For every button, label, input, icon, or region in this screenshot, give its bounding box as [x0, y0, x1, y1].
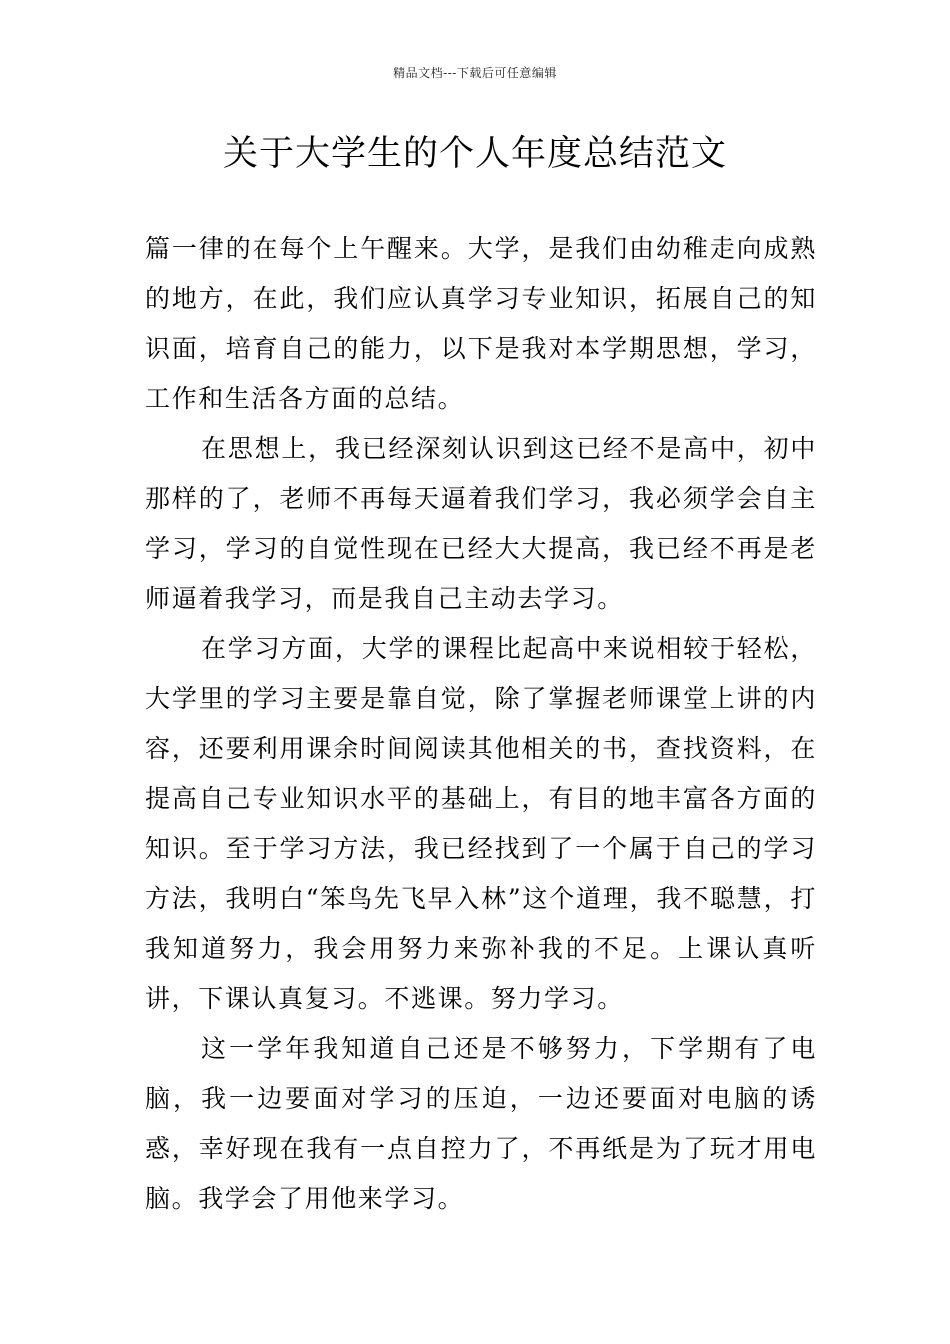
paragraph-thought: 在思想上，我已经深刻认识到这已经不是高中，初中那样的了，老师不再每天逼着我们学习，我必须学会自主学习，学习的自觉性现在已经大大提高，我已经不再是老师逼着我学习，而是我自己主动去学习。 [145, 434, 817, 613]
paragraph-study: 在学习方面，大学的课程比起高中来说相较于轻松，大学里的学习主要是靠自觉，除了掌握老师课堂上讲的内容，还要利用课余时间阅读其他相关的书，查找资料，在提高自己专业知识水平的基础上，有目的地丰富各方面的知识。至于学习方法，我已经找到了一个属于自己的学习方法，我明白“笨鸟先飞早入林”这个道理，我不聪慧，打我知道努力，我会用努力来弥补我的不足。上课认真听讲，下课认真复习。不逃课。努力学习。 [145, 634, 817, 1013]
paragraph-continuation: 篇一律的在每个上午醒来。大学，是我们由幼稚走向成熟的地方，在此，我们应认真学习专业知识，拓展自己的知识面，培育自己的能力，以下是我对本学期思想，学习，工作和生活各方面的总结。 [145, 234, 817, 413]
document-title: 关于大学生的个人年度总结范文 [222, 134, 727, 174]
document-body [145, 224, 817, 1224]
paragraph-computer: 这一学年我知道自己还是不够努力，下学期有了电脑，我一边要面对学习的压迫，一边还要面对电脑的诱惑，幸好现在我有一点自控力了，不再纸是为了玩才用电脑。我学会了用他来学习。 [145, 1034, 817, 1213]
header-note: 精品文档---下载后可任意编辑 [393, 66, 557, 80]
